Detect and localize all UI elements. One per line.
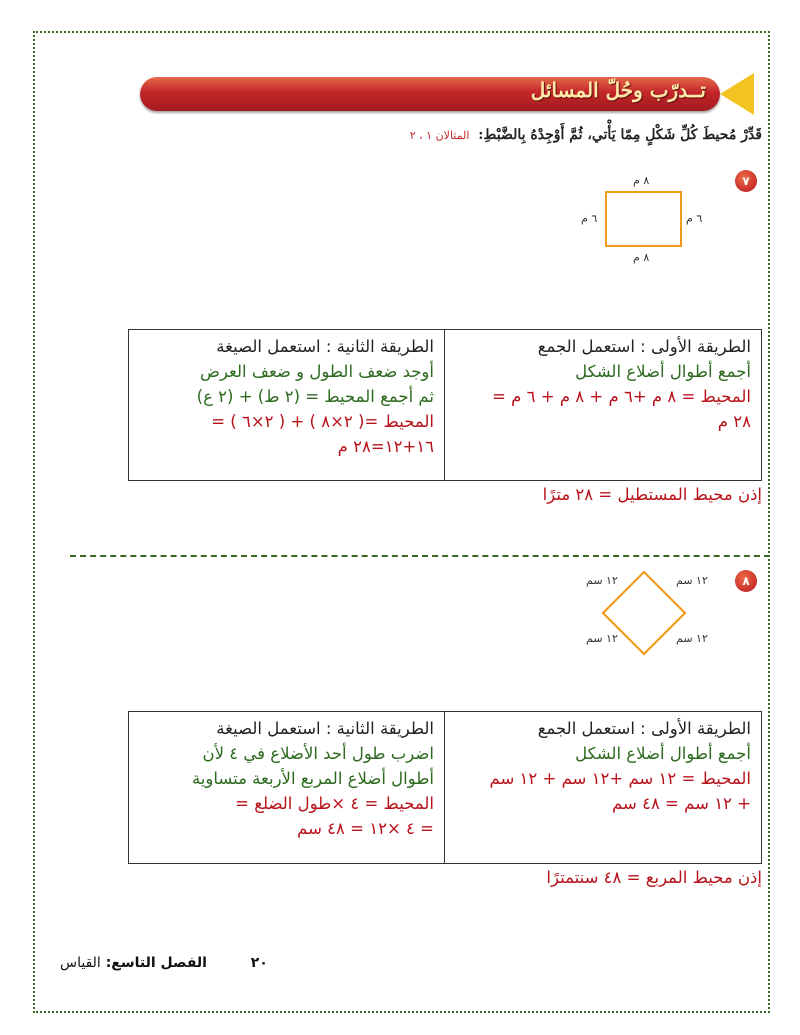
instruction-text: قَدِّرْ مُحيطَ كُلِّ شَكْلٍ مِمّا يَأْتي، ثُمَّ أَوْجِدْهُ بِالضَّبْطِ: <box>478 127 762 143</box>
method-1-line: أجمع أطوال أضلاع الشكل <box>575 362 751 381</box>
method-2-line-1: أوجد ضعف الطول و ضعف العرض <box>200 362 434 381</box>
method-1-box <box>445 330 761 480</box>
method-2-line-2: ثم أجمع المحيط = (٢ ط) + (٢ ع) <box>196 387 434 406</box>
square-bottom-right-label: ١٢ سم <box>676 632 708 645</box>
problem-8-methods <box>128 711 762 864</box>
method-2-title: الطريقة الثانية : استعمل الصيغة <box>216 719 434 738</box>
square-bottom-left-label: ١٢ سم <box>586 632 618 645</box>
chapter-label: الفصل التاسع: <box>105 955 207 971</box>
instruction <box>410 127 762 143</box>
method-2-calc: المحيط =( ٢×٨ ) + ( ٢×٦ ) = <box>211 412 434 431</box>
page-number: ٢٠ <box>250 955 268 971</box>
method-1-result: + ١٢ سم = ٤٨ سم <box>612 794 751 813</box>
rect-bottom-label: ٨ م <box>633 251 650 264</box>
problem-7-methods <box>128 329 762 481</box>
section-divider <box>70 555 770 557</box>
method-1-line: أجمع أطوال أضلاع الشكل <box>575 744 751 763</box>
method-2-result: = ٤ ×١٢ = ٤٨ سم <box>297 819 434 838</box>
rect-left-label: ٦ م <box>581 212 598 225</box>
square-top-right-label: ١٢ سم <box>676 574 708 587</box>
method-1-title: الطريقة الأولى : استعمل الجمع <box>537 337 751 356</box>
method-2-box <box>129 330 445 480</box>
rectangle-figure <box>605 191 682 247</box>
banner-title: تــدرّب وحُلّ المسائل <box>530 78 706 102</box>
method-2-calc: المحيط = ٤ ×طول الضلع = <box>235 794 434 813</box>
problem-8-conclusion: إذن محيط المربع = ٤٨ سنتمترًا <box>546 868 762 887</box>
section-banner <box>140 73 758 115</box>
problem-7-badge: ٧ <box>735 170 757 192</box>
method-2-line-2: أطوال أضلاع المربع الأربعة متساوية <box>191 769 434 788</box>
method-2-box <box>129 712 445 863</box>
method-1-result: ٢٨ م <box>717 412 751 431</box>
rect-top-label: ٨ م <box>633 174 650 187</box>
problem-7-conclusion: إذن محيط المستطيل = ٢٨ مترًا <box>542 485 762 504</box>
method-2-result: ١٦+١٢=٢٨ م <box>337 437 434 456</box>
page-border <box>33 31 770 1013</box>
method-1-box <box>445 712 761 863</box>
chapter-topic: القياس <box>60 955 101 971</box>
rect-right-label: ٦ م <box>686 212 703 225</box>
method-2-title: الطريقة الثانية : استعمل الصيغة <box>216 337 434 356</box>
banner-arrow-icon <box>720 73 754 115</box>
method-1-calc: المحيط = ١٢ سم +١٢ سم + ١٢ سم <box>489 769 751 788</box>
examples-reference: المثالان ١ ، ٢ <box>409 129 470 142</box>
method-2-line-1: اضرب طول أحد الأضلاع في ٤ لأن <box>202 744 434 763</box>
page-footer <box>60 955 268 971</box>
method-1-title: الطريقة الأولى : استعمل الجمع <box>537 719 751 738</box>
square-top-left-label: ١٢ سم <box>586 574 618 587</box>
method-1-calc: المحيط = ٨ م +٦ م + ٨ م + ٦ م = <box>492 387 751 406</box>
problem-8-badge: ٨ <box>735 570 757 592</box>
